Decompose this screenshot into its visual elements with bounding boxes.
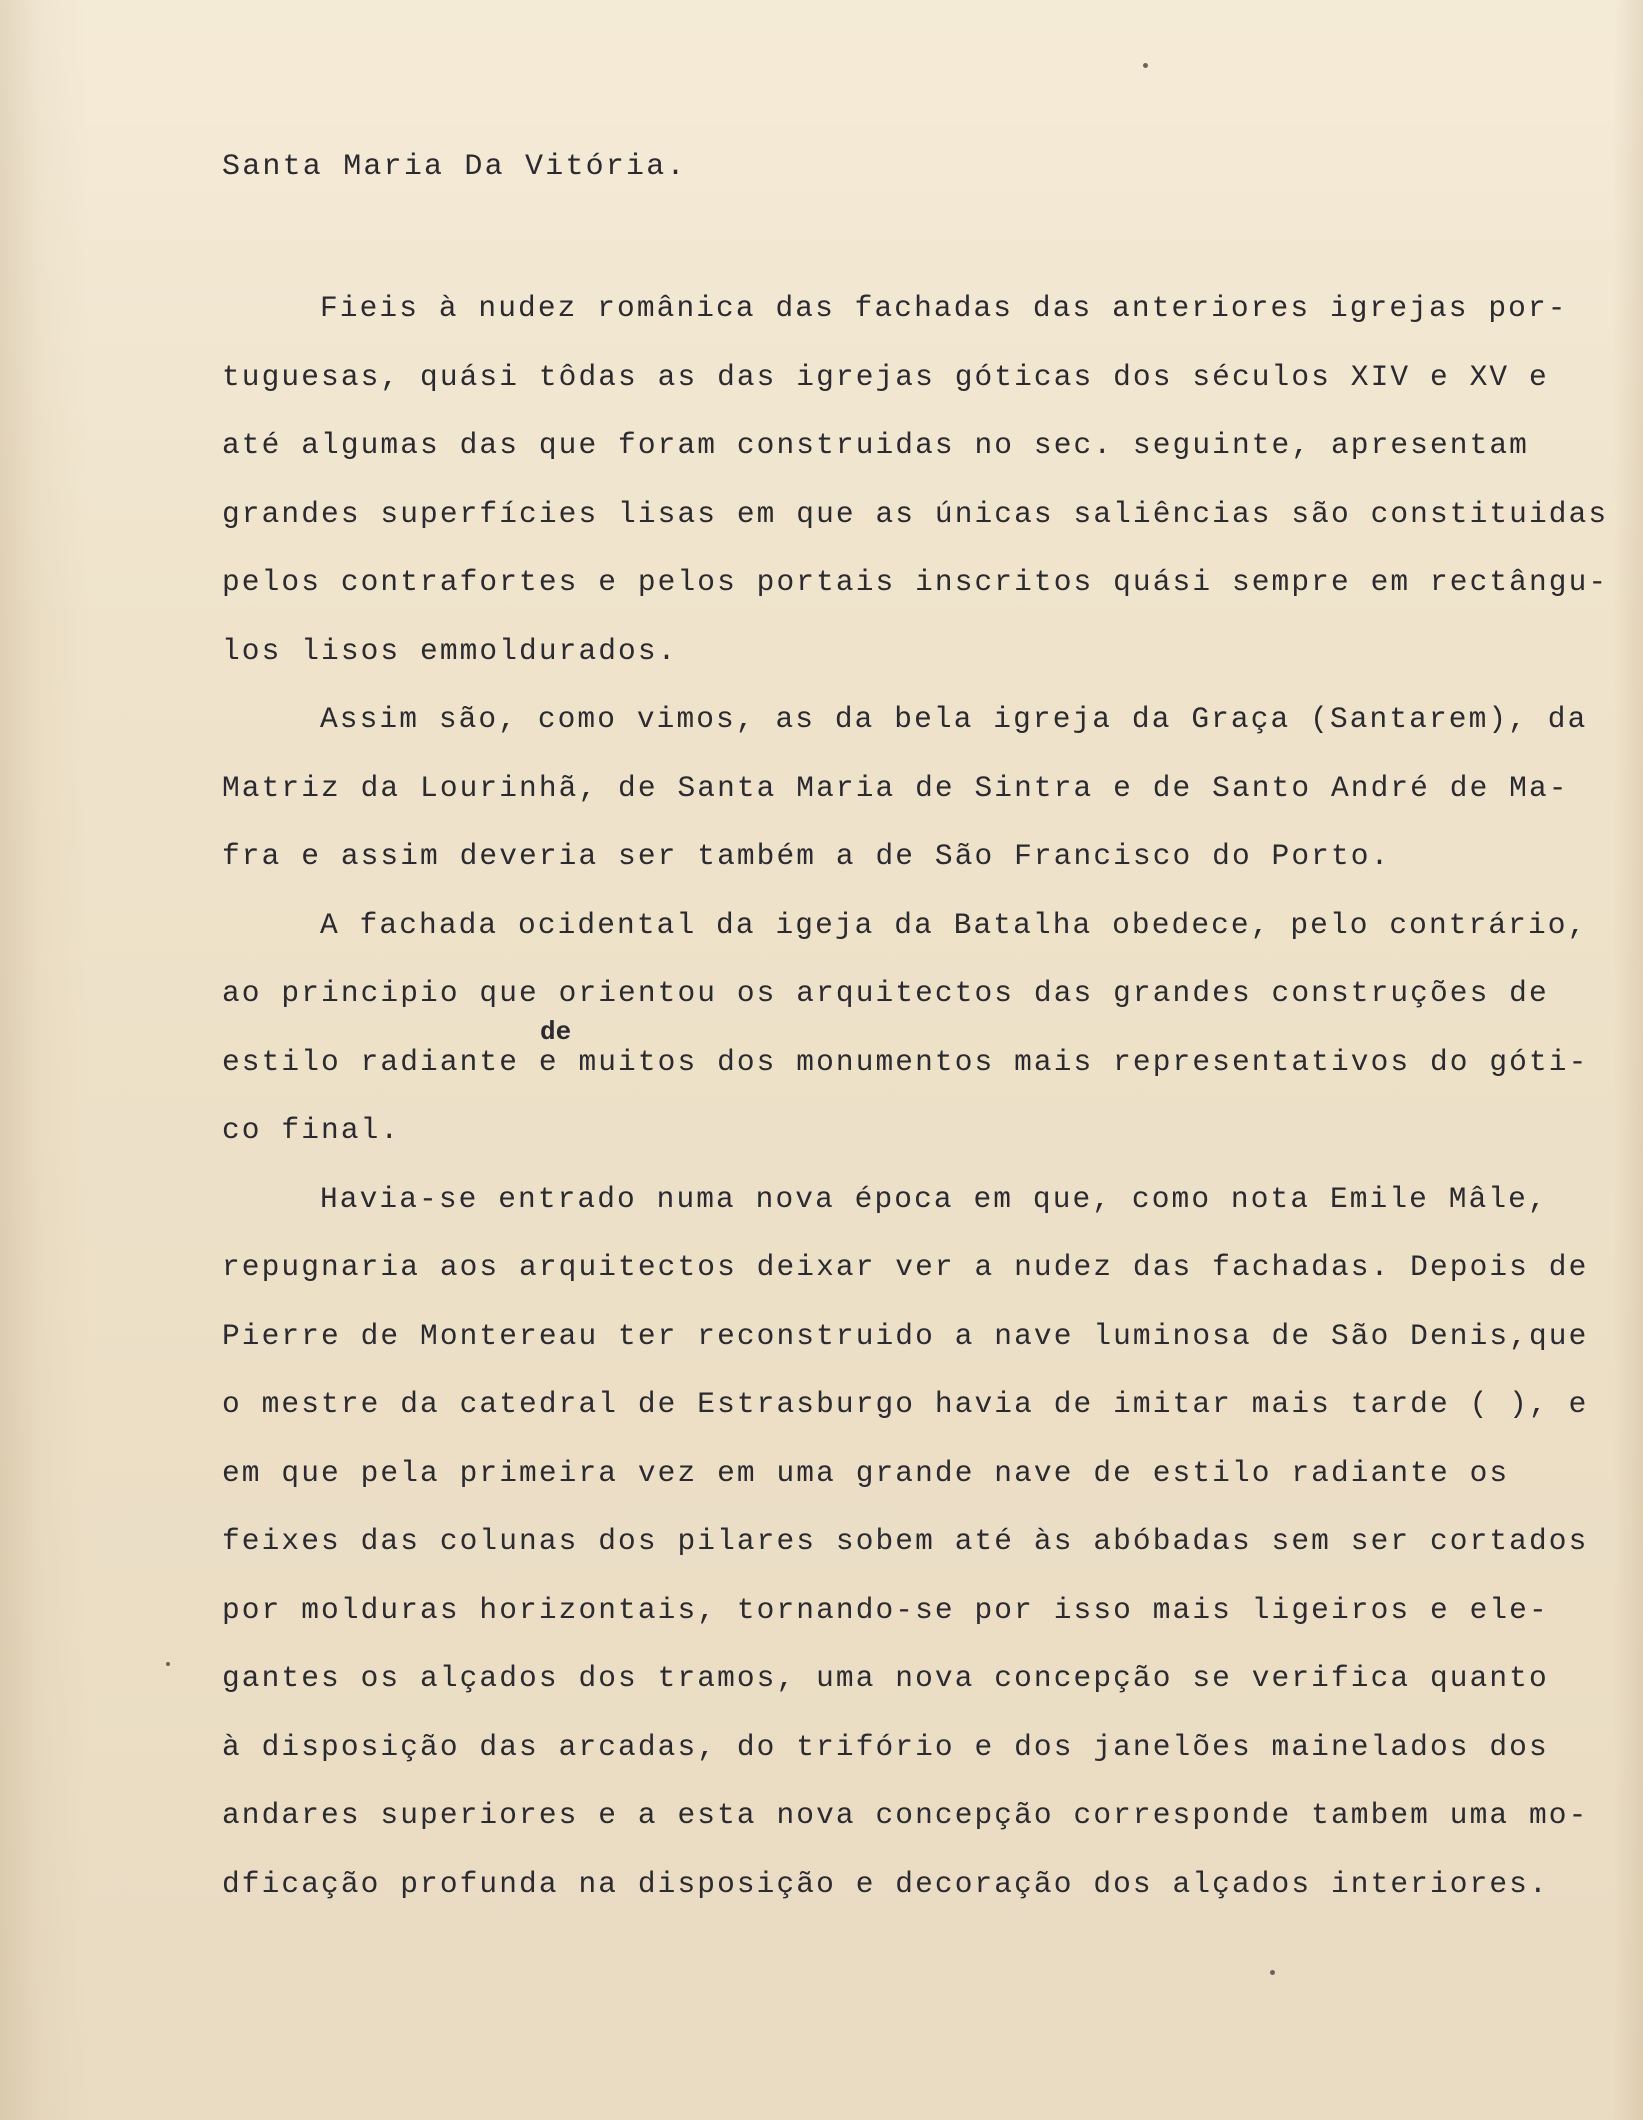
text-line-6: los lisos emmoldurados.: [222, 633, 678, 668]
text-line-24: dficação profunda na disposição e decoração dos alçados interiores.: [222, 1866, 1549, 1901]
text-line-9: fra e assim deveria ser também a de São Francisco do Porto.: [222, 839, 1391, 873]
handwritten-insertion: de: [540, 1017, 572, 1047]
text-line-4: grandes superfícies lisas em que as únicas saliências são constituidas: [222, 496, 1609, 531]
text-line-11: ao principio que orientou os arquitectos das grandes construções de: [222, 976, 1549, 1010]
document-title: Santa Maria Da Vitória.: [222, 150, 687, 184]
document-body: [222, 290, 1608, 1934]
text-line-7: Assim são, como vimos, as da bela igreja da Graça (Santarem), da: [320, 702, 1588, 736]
text-line-17: o mestre da catedral de Estrasburgo havia de imitar mais tarde ( ), e: [222, 1387, 1589, 1421]
text-line-8: Matriz da Lourinhã, de Santa Maria de Sintra e de Santo André de Ma-: [222, 770, 1569, 805]
text-line-19: feixes das colunas dos pilares sobem até às abóbadas sem ser cortados: [222, 1524, 1589, 1558]
text-line-3: até algumas das que foram construidas no sec. seguinte, apresentam: [222, 428, 1529, 462]
text-line-10: A fachada ocidental da igeja da Batalha obedece, pelo contrário,: [320, 907, 1588, 942]
text-line-15: repugnaria aos arquitectos deixar ver a nudez das fachadas. Depois de: [222, 1250, 1589, 1284]
paper-edge-shadow: [1613, 0, 1643, 2120]
paper-speck: [1143, 63, 1148, 68]
text-line-21: gantes os alçados dos tramos, uma nova concepção se verifica quanto: [222, 1661, 1549, 1695]
paper-speck: [1270, 1970, 1275, 1975]
text-line-13: co final.: [222, 1113, 401, 1147]
text-line-5: pelos contrafortes e pelos portais inscritos quási sempre em rectângu-: [222, 565, 1609, 599]
text-line-22: à disposição das arcadas, do trifório e dos janelões mainelados dos: [222, 1729, 1549, 1764]
text-line-2: tuguesas, quási tôdas as das igrejas góticas dos séculos XIV e XV e: [222, 359, 1549, 394]
text-line-18: em que pela primeira vez em uma grande nave de estilo radiante os: [222, 1455, 1510, 1490]
text-line-12: estilo radiante e muitos dos monumentos mais representativos do góti-: [222, 1044, 1589, 1079]
text-line-20: por molduras horizontais, tornando-se por isso mais ligeiros e ele-: [222, 1592, 1549, 1627]
text-line-1: Fieis à nudez românica das fachadas das anteriores igrejas por-: [320, 291, 1568, 325]
paper-speck: [166, 1662, 170, 1666]
text-line-16: Pierre de Montereau ter reconstruido a nave luminosa de São Denis,que: [222, 1318, 1589, 1353]
text-line-23: andares superiores e a esta nova concepção corresponde tambem uma mo-: [222, 1798, 1589, 1832]
text-line-14: Havia-se entrado numa nova época em que, como nota Emile Mâle,: [320, 1181, 1548, 1216]
